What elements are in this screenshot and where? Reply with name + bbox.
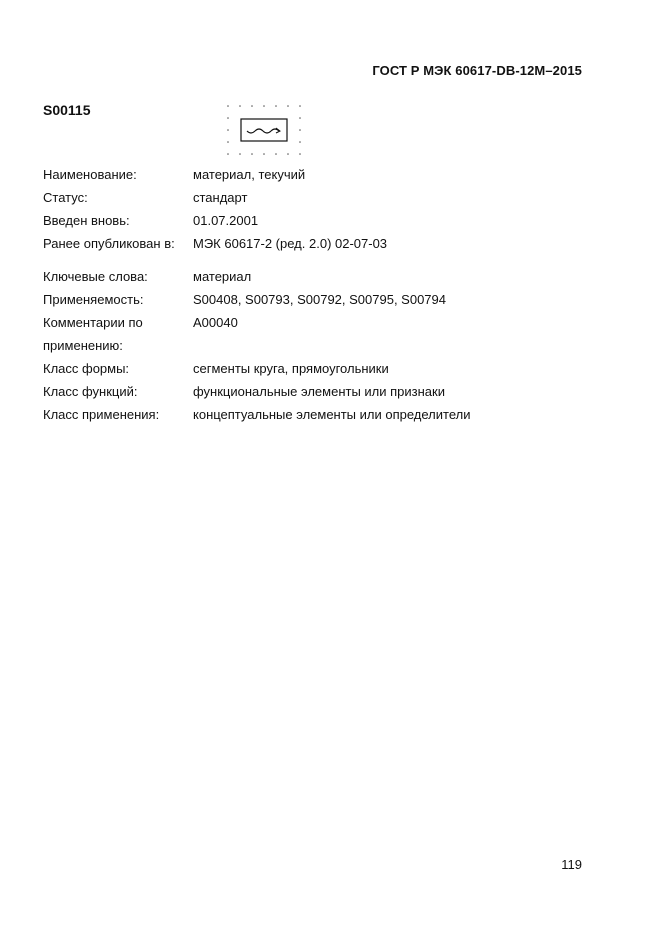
field-value: сегменты круга, прямоугольники (193, 361, 389, 376)
standard-code: ГОСТ Р МЭК 60617-DB-12M–2015 (372, 63, 582, 78)
symbol-id: S00115 (43, 102, 91, 118)
field-label: Применяемость: (43, 292, 144, 307)
flowing-material-symbol-icon (226, 104, 304, 158)
field-label: Статус: (43, 190, 88, 205)
field-label: применению: (43, 338, 123, 353)
page-number: 119 (561, 857, 582, 872)
field-value: материал (193, 269, 252, 284)
field-label: Класс применения: (43, 407, 160, 422)
field-value: стандарт (193, 190, 248, 205)
field-value: S00408, S00793, S00792, S00795, S00794 (193, 292, 446, 307)
field-label: Ключевые слова: (43, 269, 148, 284)
field-label: Ранее опубликован в: (43, 236, 175, 251)
field-value: материал, текучий (193, 167, 306, 182)
field-value: A00040 (193, 315, 238, 330)
field-label: Класс формы: (43, 361, 130, 376)
field-value: функциональные элементы или признаки (193, 384, 445, 399)
field-label: Класс функций: (43, 384, 138, 399)
field-value: 01.07.2001 (193, 213, 259, 228)
field-label: Комментарии по (43, 315, 143, 330)
field-value: МЭК 60617-2 (ред. 2.0) 02-07-03 (193, 236, 388, 251)
field-label: Введен вновь: (43, 213, 130, 228)
field-value: концептуальные элементы или определители (193, 407, 471, 422)
field-label: Наименование: (43, 167, 137, 182)
